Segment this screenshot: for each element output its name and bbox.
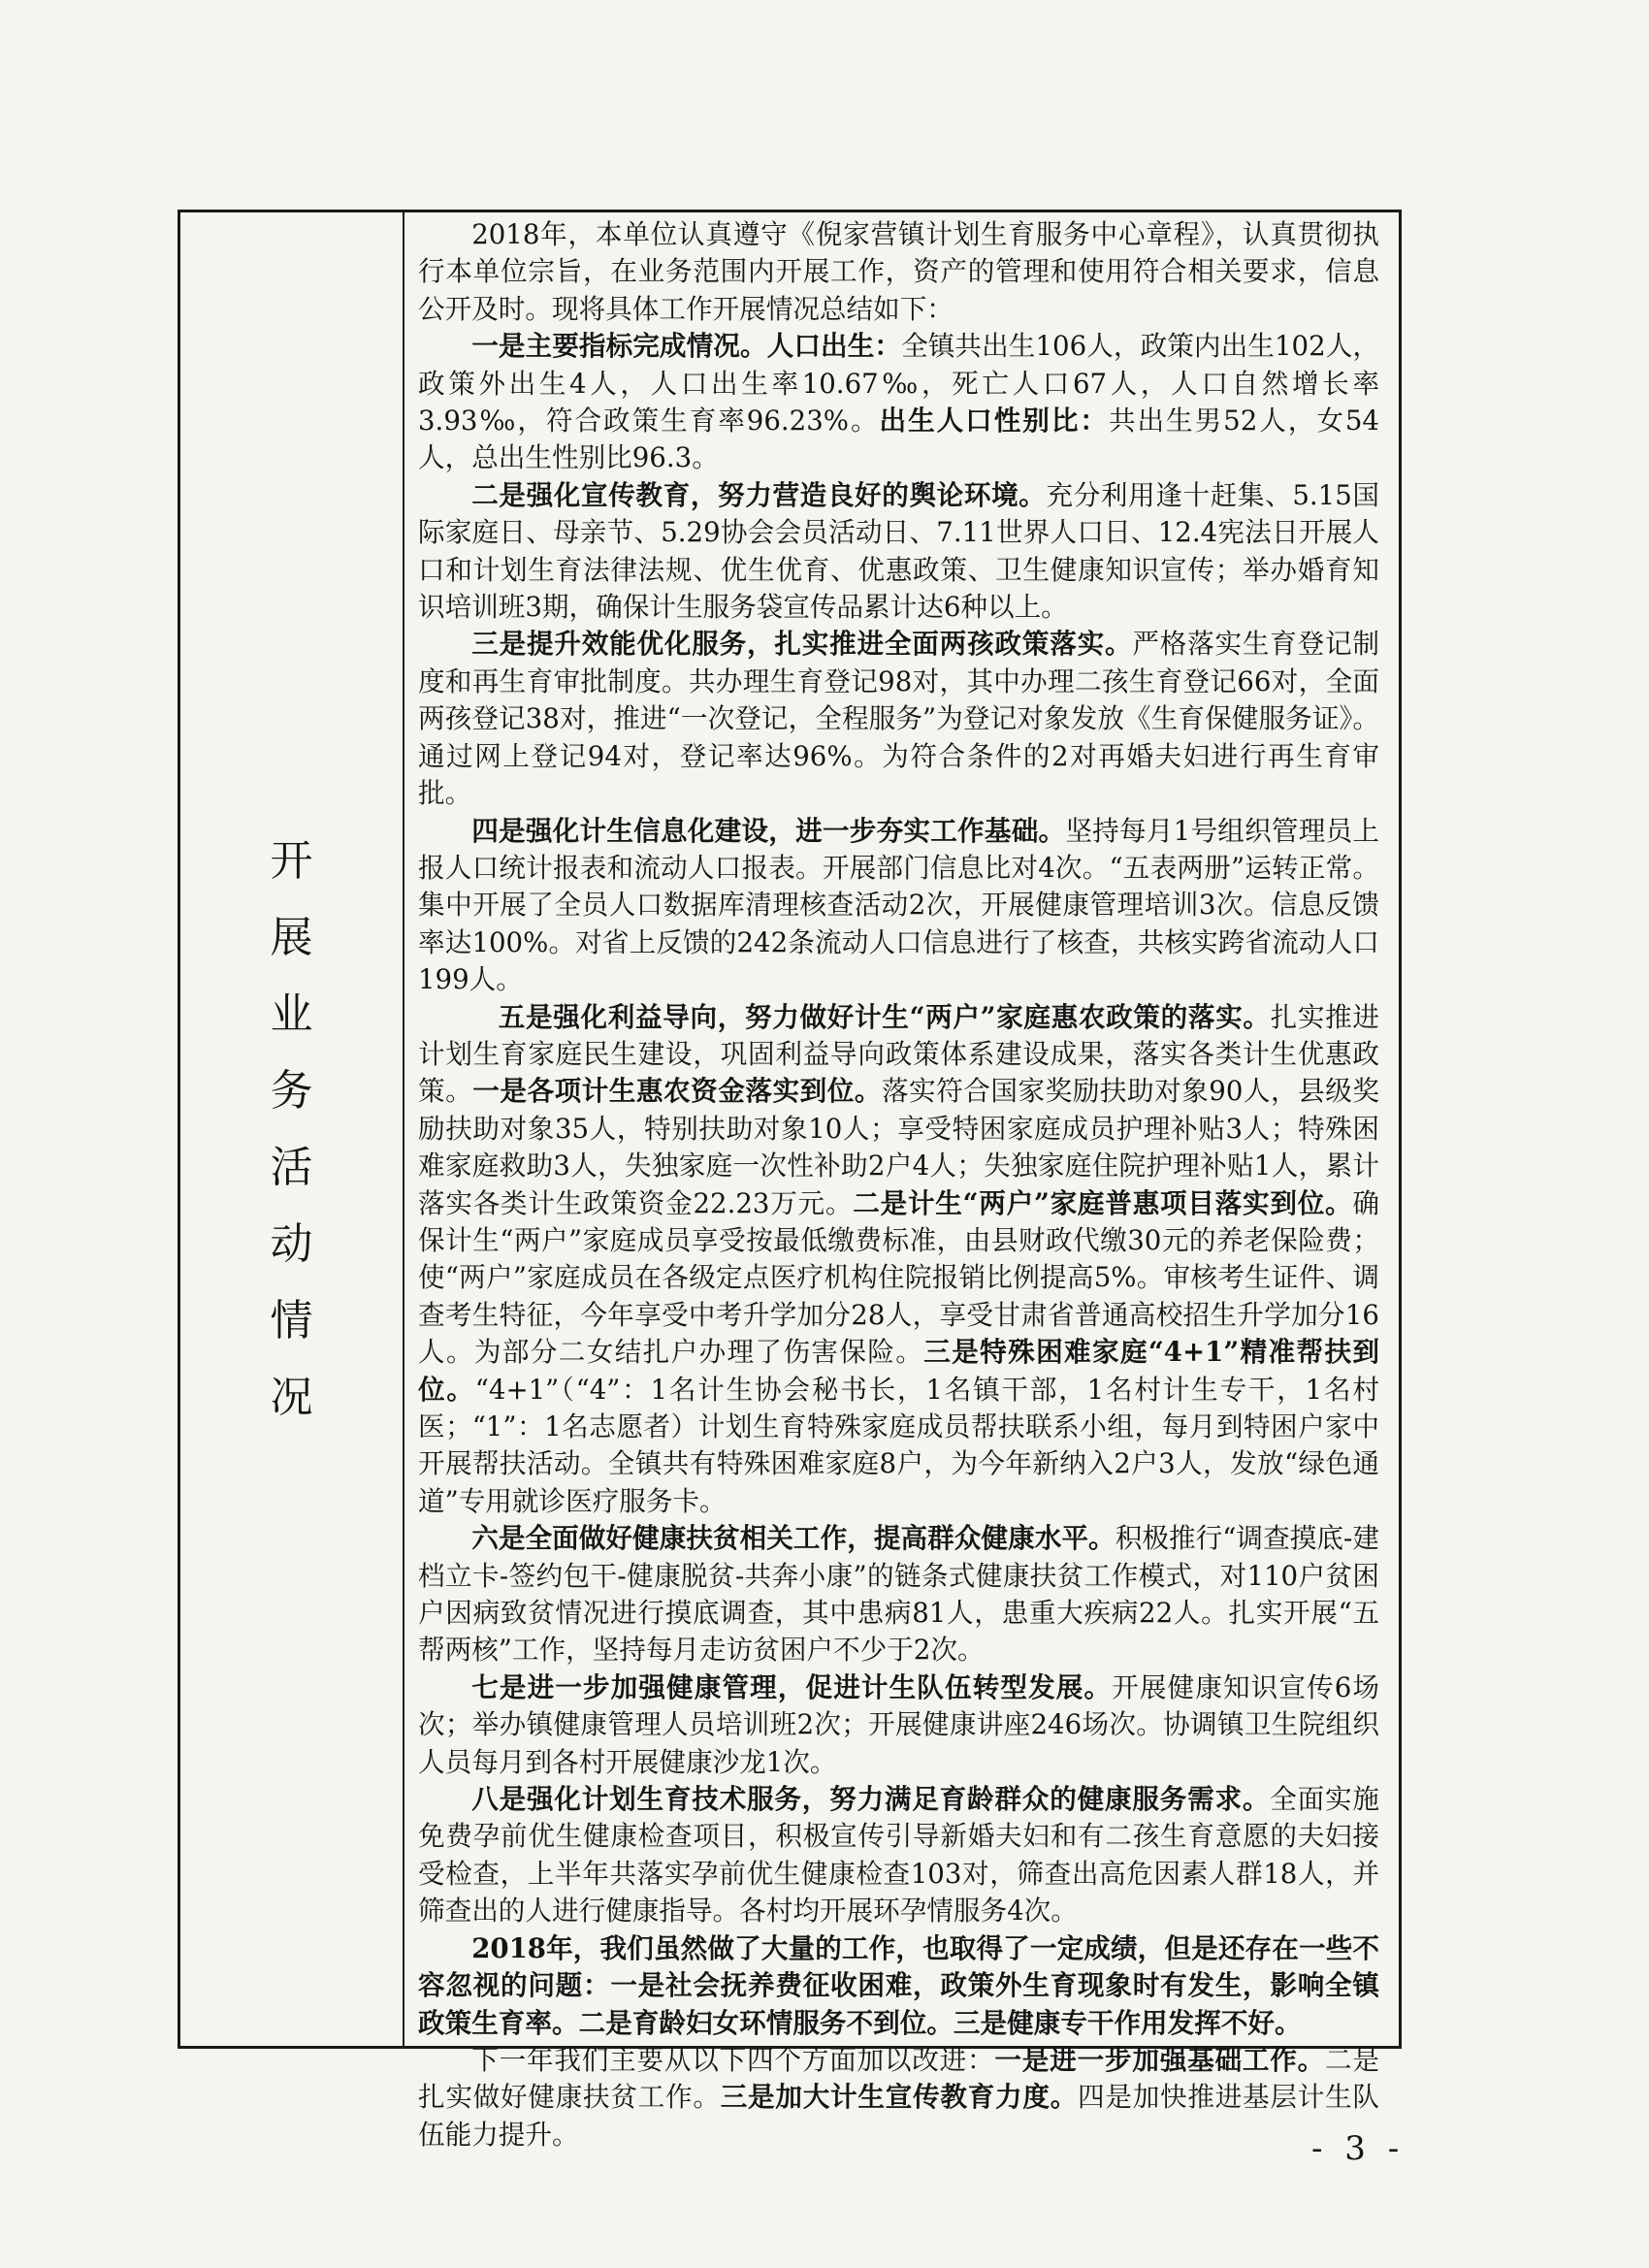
bold-run: 四是强化计生信息化建设，进一步夯实工作基础。 xyxy=(471,814,1066,847)
bold-run: 二是强化宣传教育，努力营造良好的舆论环境。 xyxy=(471,478,1047,511)
section-paragraph xyxy=(418,1669,1379,1781)
section-paragraph xyxy=(418,999,1379,1521)
text-run: 严格落实生育登记制度和再生育审批制度。共办理生育登记98对，其中办理二孩生育登记66对，全面两孩登记38对，推进“一次登记，全程服务”为登记对象发放《生育保健服务证》。通过网上登记94对，登记率达96%。为符合条件的2对再婚夫妇进行再生育审批。 xyxy=(418,628,1379,810)
section-paragraph xyxy=(418,1520,1379,1669)
bold-run: 三是加大计生宣传教育力度。 xyxy=(720,2081,1079,2114)
text-run: 二是扎实做好健康扶贫工作。 xyxy=(418,2043,1379,2114)
text-run: 下一年我们主要从以下四个方面加以改进： xyxy=(471,2043,995,2076)
bold-run: 七是进一步加强健康管理，促进计生队伍转型发展。 xyxy=(471,1670,1113,1703)
text-run: 坚持每月1号组织管理员上报人口统计报表和流动人口报表。开展部门信息比对4次。“五表两册”运转正常。集中开展了全员人口数据库清理核查活动2次，开展健康管理培训3次。信息反馈率达100%。对省上反馈的242条流动人口信息进行了核查，共核实跨省流动人口199人。 xyxy=(418,814,1379,996)
side-label-char: 开 xyxy=(270,836,313,886)
bold-run: 一是各项计生惠农资金落实到位。 xyxy=(472,1075,882,1108)
text-run: 四是加快推进基层计生队伍能力提升。 xyxy=(418,2081,1379,2151)
text-run: 全镇共出生106人，政策内出生102人，政策外出生4人，人口出生率10.67‰，死亡人口67人，人口自然增长率3.93‰，符合政策生育率96.23%。 xyxy=(418,330,1379,437)
bold-run: 一是主要指标完成情况。 xyxy=(471,330,767,363)
side-label-char: 业 xyxy=(270,989,313,1039)
section-paragraph xyxy=(418,477,1379,627)
section-paragraph xyxy=(418,813,1379,999)
side-label-char: 情 xyxy=(270,1296,313,1345)
text-run: 全面实施免费孕前优生健康检查项目，积极宣传引导新婚夫妇和有二孩生育意愿的夫妇接受检查，上半年共落实孕前优生健康检查103对，筛查出高危因素人群18人，并筛查出的人进行健康指导。各村均开展环孕情服务4次。 xyxy=(418,1783,1379,1928)
text-run: 开展健康知识宣传6场次；举办镇健康管理人员培训班2次；开展健康讲座246场次。协调镇卫生院组织人员每月到各村开展健康沙龙1次。 xyxy=(418,1670,1379,1778)
bold-run: 三是特殊困难家庭“4+1”精准帮扶到位。 xyxy=(418,1336,1379,1406)
side-label-char: 况 xyxy=(270,1373,313,1422)
bold-run: 八是强化计划生育技术服务，努力满足育龄群众的健康服务需求。 xyxy=(471,1783,1271,1816)
side-label-char: 展 xyxy=(270,913,313,962)
text-run: 落实符合国家奖励扶助对象90人，县级奖励扶助对象35人，特别扶助对象10人；享受特困家庭成员护理补贴3人；特殊困难家庭救助3人，失独家庭一次性补助2户4人；失独家庭住院护理补贴1人，累计落实各类计生政策资金22.23万元。 xyxy=(418,1075,1379,1219)
text-run: 确保计生“两户”家庭成员享受按最低缴费标准，由县财政代缴30元的养老保险费；使“两户”家庭成员在各级定点医疗机构住院报销比例提高5%。审核考生证件、调查考生特征，今年享受中考升学加分28人，享受甘肃省普通高校招生升学加分16人。为部分二女结扎户办理了伤害保险。 xyxy=(418,1186,1379,1369)
bold-run: 出生人口性别比： xyxy=(879,405,1109,437)
text-run: 扎实推进计划生育家庭民生建设，巩固利益导向政策体系建设成果，落实各类计生优惠政策。 xyxy=(418,1000,1379,1108)
section-paragraph xyxy=(418,328,1379,477)
side-label xyxy=(263,823,321,1436)
side-label-char: 务 xyxy=(270,1066,313,1116)
bold-run: 五是强化利益导向，努力做好计生“两户”家庭惠农政策的落实。 xyxy=(498,1000,1271,1033)
side-label-char: 动 xyxy=(270,1219,313,1269)
side-label-char: 活 xyxy=(270,1143,313,1192)
page-number: - 3 - xyxy=(1311,2129,1406,2168)
text-run: 共出生男52人，女54人，总出生性别比96.3。 xyxy=(418,405,1379,474)
activity-table xyxy=(178,210,1402,2151)
side-label-cell xyxy=(180,212,404,2046)
content-cell xyxy=(404,212,1399,2151)
problems-paragraph xyxy=(418,1930,1379,2042)
text-run: “4+1”（“4”：1名计生协会秘书长，1名镇干部，1名村计生专干，1名村医；“1”：1名志愿者）计划生育特殊家庭成员帮扶联系小组，每月到特困户家中开展帮扶活动。全镇共有特殊困难家庭8户，为今年新纳入2户3人，发放“绿色通道”专用就诊医疗服务卡。 xyxy=(418,1373,1379,1517)
bold-run: 三是提升效能优化服务，扎实推进全面两孩政策落实。 xyxy=(471,628,1133,661)
section-paragraph xyxy=(418,626,1379,812)
bold-run: 人口出生： xyxy=(766,330,902,363)
bold-run: 一是进一步加强基础工作。 xyxy=(994,2043,1325,2076)
bold-run: 二是计生“两户”家庭普惠项目落实到位。 xyxy=(853,1186,1353,1219)
text-run: 充分利用逢十赶集、5.15国际家庭日、母亲节、5.29协会会员活动日、7.11世界人口日、12.4宪法日开展人口和计划生育法律法规、优生优育、优惠政策、卫生健康知识宣传；举办婚育知识培训班3期，确保计生服务袋宣传品累计达6种以上。 xyxy=(418,478,1379,624)
bold-run: 六是全面做好健康扶贫相关工作，提高群众健康水平。 xyxy=(471,1522,1116,1555)
text-run: 积极推行“调查摸底-建档立卡-签约包干-健康脱贫-共奔小康”的链条式健康扶贫工作模式，对110户贫困户因病致贫情况进行摸底调查，其中患病81人，患重大疾病22人。扎实开展“五帮两核”工作，坚持每月走访贫困户不少于2次。 xyxy=(418,1522,1379,1667)
section-paragraph xyxy=(418,1781,1379,1930)
plans-paragraph xyxy=(418,2042,1379,2154)
bold-run: 2018年，我们虽然做了大量的工作，也取得了一定成绩，但是还存在一些不容忽视的问题：一是社会抚养费征收困难，政策外生育现象时有发生，影响全镇政策生育率。二是育龄妇女环情服务不到位。三是健康专干作用发挥不好。 xyxy=(418,1931,1379,2039)
intro-paragraph: 2018年，本单位认真遵守《倪家营镇计划生育服务中心章程》，认真贯彻执行本单位宗旨，在业务范围内开展工作，资产的管理和使用符合相关要求，信息公开及时。现将具体工作开展情况总结如下： xyxy=(418,218,1379,325)
